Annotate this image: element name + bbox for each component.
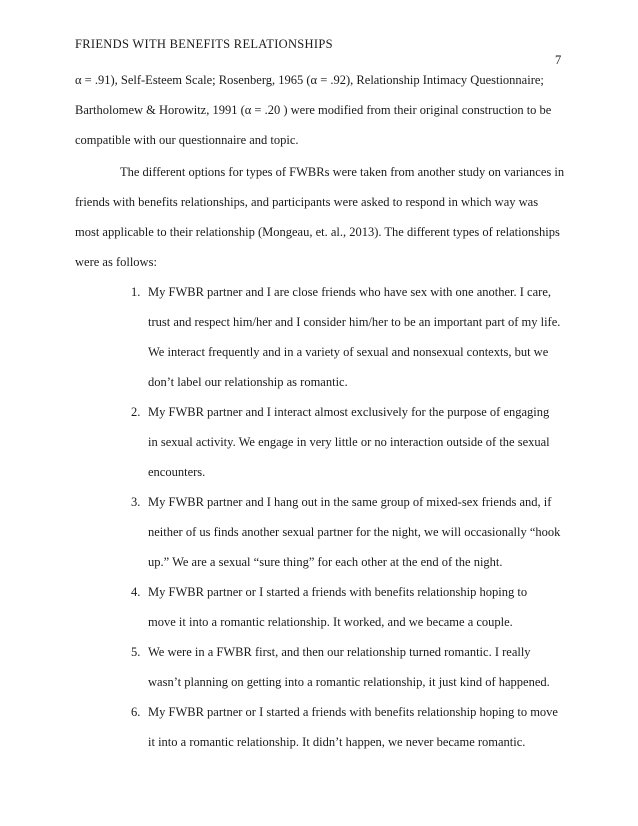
list-item-line: don’t label our relationship as romantic.: [148, 375, 348, 389]
list-item-number: 5.: [131, 645, 141, 659]
list-item-line: My FWBR partner and I hang out in the same group of mixed-sex friends and, if: [148, 495, 552, 509]
list-item-line: trust and respect him/her and I consider him/her to be an important part of my life.: [148, 315, 561, 329]
list-item-line: My FWBR partner or I started a friends with benefits relationship hoping to: [148, 585, 528, 599]
paragraph-1-line: compatible with our questionnaire and topic.: [75, 133, 299, 147]
list-item-number: 6.: [131, 705, 141, 719]
list-item-line: up.” We are a sexual “sure thing” for each other at the end of the night.: [148, 555, 503, 569]
list-item-line: We were in a FWBR first, and then our relationship turned romantic. I really: [148, 645, 531, 659]
list-item-line: We interact frequently and in a variety of sexual and nonsexual contexts, but we: [148, 345, 549, 359]
list-item-number: 1.: [131, 285, 141, 299]
paragraph-1-line: Bartholomew & Horowitz, 1991 (α = .20 ) were modified from their original construction to be: [75, 103, 552, 117]
list-item-line: wasn’t planning on getting into a romantic relationship, it just kind of happened.: [148, 675, 550, 689]
paragraph-2-line: most applicable to their relationship (Mongeau, et. al., 2013). The different types of relationships: [75, 225, 560, 239]
list-item-line: in sexual activity. We engage in very little or no interaction outside of the sexual: [148, 435, 550, 449]
paragraph-2-line: friends with benefits relationships, and participants were asked to respond in which way was: [75, 195, 539, 209]
list-item-number: 4.: [131, 585, 141, 599]
page-number: 7: [555, 53, 562, 67]
running-head: FRIENDS WITH BENEFITS RELATIONSHIPS: [75, 37, 333, 51]
list-item-line: My FWBR partner and I interact almost exclusively for the purpose of engaging: [148, 405, 550, 419]
list-item-line: My FWBR partner or I started a friends with benefits relationship hoping to move: [148, 705, 558, 719]
list-item-line: neither of us finds another sexual partner for the night, we will occasionally “hook: [148, 525, 561, 539]
paragraph-1-line: α = .91), Self-Esteem Scale; Rosenberg, 1965 (α = .92), Relationship Intimacy Questionnaire;: [75, 73, 544, 87]
list-item-line: it into a romantic relationship. It didn’t happen, we never became romantic.: [148, 735, 526, 749]
list-item-line: move it into a romantic relationship. It worked, and we became a couple.: [148, 615, 513, 629]
list-item-line: My FWBR partner and I are close friends who have sex with one another. I care,: [148, 285, 551, 299]
list-item-number: 2.: [131, 405, 141, 419]
paragraph-2-line: were as follows:: [75, 255, 157, 269]
paragraph-2-line: The different options for types of FWBRs were taken from another study on variances in: [120, 165, 565, 179]
list-item-line: encounters.: [148, 465, 206, 479]
list-item-number: 3.: [131, 495, 141, 509]
